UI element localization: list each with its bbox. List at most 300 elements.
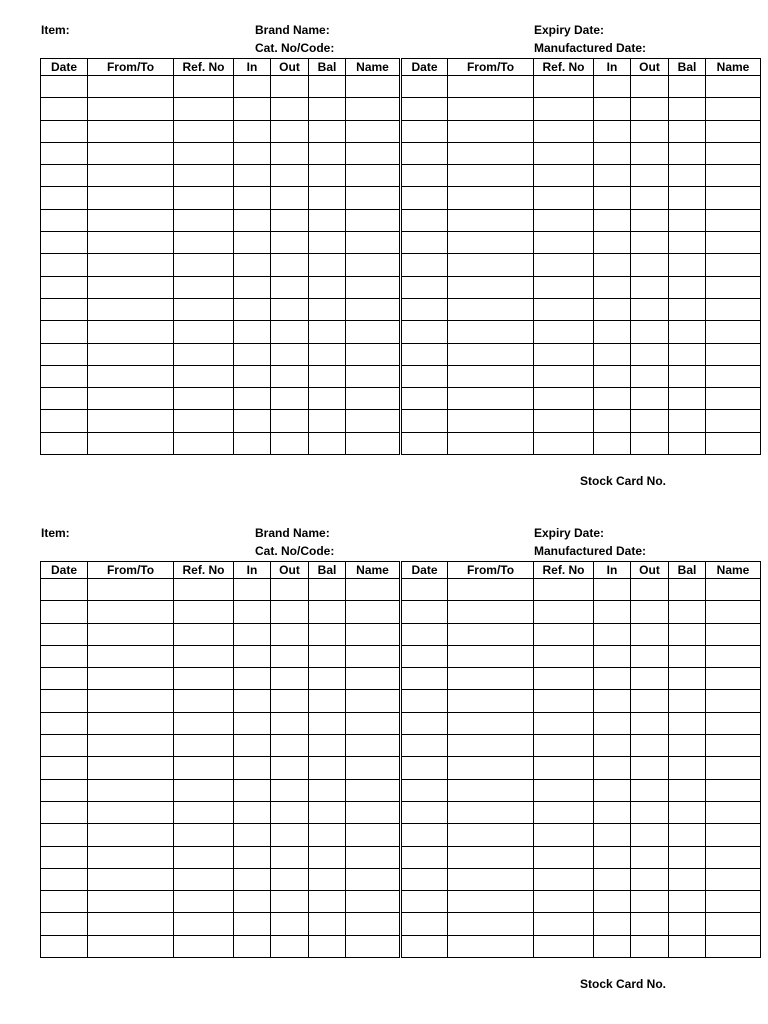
table-cell[interactable] [174, 142, 234, 164]
table-cell[interactable] [594, 187, 631, 209]
table-cell[interactable] [534, 779, 594, 801]
table-cell[interactable] [309, 321, 346, 343]
table-cell[interactable] [88, 254, 174, 276]
table-cell[interactable] [401, 645, 448, 667]
table-cell[interactable] [346, 690, 401, 712]
table-cell[interactable] [706, 142, 761, 164]
table-cell[interactable] [346, 846, 401, 868]
table-cell[interactable] [234, 254, 271, 276]
table-cell[interactable] [448, 298, 534, 320]
table-cell[interactable] [401, 601, 448, 623]
table-cell[interactable] [41, 935, 88, 957]
table-cell[interactable] [534, 165, 594, 187]
table-cell[interactable] [41, 779, 88, 801]
table-cell[interactable] [174, 846, 234, 868]
table-cell[interactable] [309, 76, 346, 98]
table-cell[interactable] [41, 165, 88, 187]
table-cell[interactable] [534, 891, 594, 913]
table-cell[interactable] [706, 623, 761, 645]
table-cell[interactable] [41, 735, 88, 757]
table-cell[interactable] [631, 298, 669, 320]
table-cell[interactable] [534, 668, 594, 690]
table-cell[interactable] [669, 120, 706, 142]
table-cell[interactable] [174, 712, 234, 734]
table-cell[interactable] [706, 668, 761, 690]
table-cell[interactable] [669, 98, 706, 120]
table-cell[interactable] [669, 779, 706, 801]
table-cell[interactable] [401, 668, 448, 690]
table-cell[interactable] [448, 209, 534, 231]
table-cell[interactable] [234, 935, 271, 957]
table-cell[interactable] [534, 601, 594, 623]
table-cell[interactable] [88, 757, 174, 779]
table-cell[interactable] [174, 824, 234, 846]
table-cell[interactable] [631, 668, 669, 690]
table-cell[interactable] [448, 410, 534, 432]
table-cell[interactable] [594, 757, 631, 779]
table-cell[interactable] [346, 601, 401, 623]
table-cell[interactable] [706, 98, 761, 120]
table-cell[interactable] [88, 846, 174, 868]
table-cell[interactable] [88, 735, 174, 757]
table-cell[interactable] [631, 142, 669, 164]
table-cell[interactable] [174, 232, 234, 254]
table-cell[interactable] [706, 388, 761, 410]
table-cell[interactable] [706, 209, 761, 231]
table-cell[interactable] [706, 165, 761, 187]
table-cell[interactable] [594, 321, 631, 343]
table-cell[interactable] [534, 432, 594, 454]
table-cell[interactable] [401, 935, 448, 957]
table-cell[interactable] [534, 690, 594, 712]
table-cell[interactable] [174, 779, 234, 801]
table-cell[interactable] [41, 321, 88, 343]
table-cell[interactable] [234, 757, 271, 779]
table-cell[interactable] [41, 690, 88, 712]
table-cell[interactable] [174, 254, 234, 276]
table-cell[interactable] [309, 165, 346, 187]
table-cell[interactable] [346, 410, 401, 432]
table-cell[interactable] [346, 321, 401, 343]
table-cell[interactable] [234, 187, 271, 209]
table-cell[interactable] [41, 757, 88, 779]
table-cell[interactable] [448, 891, 534, 913]
table-cell[interactable] [309, 623, 346, 645]
table-cell[interactable] [309, 645, 346, 667]
table-cell[interactable] [706, 365, 761, 387]
table-cell[interactable] [594, 432, 631, 454]
table-cell[interactable] [174, 668, 234, 690]
table-cell[interactable] [448, 76, 534, 98]
table-cell[interactable] [41, 623, 88, 645]
table-cell[interactable] [448, 142, 534, 164]
table-cell[interactable] [174, 579, 234, 601]
table-cell[interactable] [534, 187, 594, 209]
table-cell[interactable] [594, 120, 631, 142]
table-cell[interactable] [309, 601, 346, 623]
table-cell[interactable] [706, 187, 761, 209]
table-cell[interactable] [669, 579, 706, 601]
table-cell[interactable] [448, 187, 534, 209]
table-cell[interactable] [271, 209, 309, 231]
table-cell[interactable] [234, 209, 271, 231]
table-cell[interactable] [669, 142, 706, 164]
table-cell[interactable] [631, 410, 669, 432]
table-cell[interactable] [706, 868, 761, 890]
table-cell[interactable] [706, 712, 761, 734]
table-cell[interactable] [234, 913, 271, 935]
table-cell[interactable] [271, 432, 309, 454]
table-cell[interactable] [631, 779, 669, 801]
table-cell[interactable] [401, 165, 448, 187]
table-cell[interactable] [41, 120, 88, 142]
table-cell[interactable] [631, 712, 669, 734]
table-cell[interactable] [594, 165, 631, 187]
table-cell[interactable] [41, 209, 88, 231]
table-cell[interactable] [448, 321, 534, 343]
table-cell[interactable] [669, 410, 706, 432]
table-cell[interactable] [41, 868, 88, 890]
table-cell[interactable] [41, 579, 88, 601]
table-cell[interactable] [401, 623, 448, 645]
table-cell[interactable] [631, 913, 669, 935]
table-cell[interactable] [346, 668, 401, 690]
table-cell[interactable] [88, 343, 174, 365]
table-cell[interactable] [309, 98, 346, 120]
table-cell[interactable] [631, 601, 669, 623]
table-cell[interactable] [706, 846, 761, 868]
table-cell[interactable] [88, 276, 174, 298]
table-cell[interactable] [401, 232, 448, 254]
table-cell[interactable] [594, 779, 631, 801]
table-cell[interactable] [401, 76, 448, 98]
table-cell[interactable] [234, 645, 271, 667]
table-cell[interactable] [594, 276, 631, 298]
table-cell[interactable] [174, 165, 234, 187]
table-cell[interactable] [706, 757, 761, 779]
table-cell[interactable] [88, 321, 174, 343]
table-cell[interactable] [271, 276, 309, 298]
table-cell[interactable] [534, 757, 594, 779]
table-cell[interactable] [631, 165, 669, 187]
table-cell[interactable] [174, 868, 234, 890]
table-cell[interactable] [534, 935, 594, 957]
table-cell[interactable] [41, 824, 88, 846]
table-cell[interactable] [88, 935, 174, 957]
table-cell[interactable] [41, 846, 88, 868]
table-cell[interactable] [401, 343, 448, 365]
table-cell[interactable] [669, 432, 706, 454]
table-cell[interactable] [271, 365, 309, 387]
table-cell[interactable] [234, 779, 271, 801]
table-cell[interactable] [669, 601, 706, 623]
table-cell[interactable] [594, 846, 631, 868]
table-cell[interactable] [41, 343, 88, 365]
table-cell[interactable] [594, 232, 631, 254]
table-cell[interactable] [631, 209, 669, 231]
table-cell[interactable] [631, 846, 669, 868]
table-cell[interactable] [448, 98, 534, 120]
table-cell[interactable] [669, 165, 706, 187]
table-cell[interactable] [309, 668, 346, 690]
table-cell[interactable] [401, 846, 448, 868]
table-cell[interactable] [631, 801, 669, 823]
table-cell[interactable] [706, 410, 761, 432]
table-cell[interactable] [88, 142, 174, 164]
table-cell[interactable] [41, 712, 88, 734]
table-cell[interactable] [174, 757, 234, 779]
table-cell[interactable] [271, 410, 309, 432]
table-cell[interactable] [448, 276, 534, 298]
table-cell[interactable] [594, 76, 631, 98]
table-cell[interactable] [631, 891, 669, 913]
table-cell[interactable] [346, 913, 401, 935]
table-cell[interactable] [669, 254, 706, 276]
table-cell[interactable] [594, 601, 631, 623]
table-cell[interactable] [41, 365, 88, 387]
table-cell[interactable] [88, 824, 174, 846]
table-cell[interactable] [174, 432, 234, 454]
table-cell[interactable] [88, 891, 174, 913]
table-cell[interactable] [401, 913, 448, 935]
table-cell[interactable] [271, 645, 309, 667]
table-cell[interactable] [271, 779, 309, 801]
table-cell[interactable] [41, 254, 88, 276]
table-cell[interactable] [234, 623, 271, 645]
table-cell[interactable] [88, 298, 174, 320]
table-cell[interactable] [88, 801, 174, 823]
table-cell[interactable] [41, 76, 88, 98]
table-cell[interactable] [631, 276, 669, 298]
table-cell[interactable] [309, 142, 346, 164]
table-cell[interactable] [401, 779, 448, 801]
table-cell[interactable] [706, 824, 761, 846]
table-cell[interactable] [534, 410, 594, 432]
table-cell[interactable] [88, 165, 174, 187]
table-cell[interactable] [534, 579, 594, 601]
table-cell[interactable] [309, 868, 346, 890]
table-cell[interactable] [706, 76, 761, 98]
table-cell[interactable] [448, 254, 534, 276]
table-cell[interactable] [88, 579, 174, 601]
table-cell[interactable] [271, 601, 309, 623]
table-cell[interactable] [234, 891, 271, 913]
table-cell[interactable] [174, 276, 234, 298]
table-cell[interactable] [88, 187, 174, 209]
table-cell[interactable] [271, 690, 309, 712]
table-cell[interactable] [271, 735, 309, 757]
table-cell[interactable] [631, 579, 669, 601]
table-cell[interactable] [669, 298, 706, 320]
table-cell[interactable] [706, 232, 761, 254]
table-cell[interactable] [401, 891, 448, 913]
table-cell[interactable] [41, 601, 88, 623]
table-cell[interactable] [401, 757, 448, 779]
table-cell[interactable] [309, 779, 346, 801]
table-cell[interactable] [41, 187, 88, 209]
table-cell[interactable] [88, 913, 174, 935]
table-cell[interactable] [309, 891, 346, 913]
table-cell[interactable] [234, 165, 271, 187]
table-cell[interactable] [234, 846, 271, 868]
table-cell[interactable] [271, 388, 309, 410]
table-cell[interactable] [309, 254, 346, 276]
table-cell[interactable] [309, 365, 346, 387]
table-cell[interactable] [234, 712, 271, 734]
table-cell[interactable] [631, 645, 669, 667]
table-cell[interactable] [631, 365, 669, 387]
table-cell[interactable] [271, 98, 309, 120]
table-cell[interactable] [271, 668, 309, 690]
table-cell[interactable] [234, 76, 271, 98]
table-cell[interactable] [401, 254, 448, 276]
table-cell[interactable] [631, 623, 669, 645]
table-cell[interactable] [594, 623, 631, 645]
table-cell[interactable] [346, 779, 401, 801]
table-cell[interactable] [448, 601, 534, 623]
table-cell[interactable] [534, 846, 594, 868]
table-cell[interactable] [234, 321, 271, 343]
table-cell[interactable] [534, 735, 594, 757]
table-cell[interactable] [346, 298, 401, 320]
table-cell[interactable] [706, 913, 761, 935]
table-cell[interactable] [346, 76, 401, 98]
table-cell[interactable] [309, 209, 346, 231]
table-cell[interactable] [88, 623, 174, 645]
table-cell[interactable] [234, 343, 271, 365]
table-cell[interactable] [401, 187, 448, 209]
table-cell[interactable] [401, 410, 448, 432]
table-cell[interactable] [706, 432, 761, 454]
table-cell[interactable] [346, 891, 401, 913]
table-cell[interactable] [706, 801, 761, 823]
table-cell[interactable] [309, 935, 346, 957]
table-cell[interactable] [401, 365, 448, 387]
table-cell[interactable] [448, 913, 534, 935]
table-cell[interactable] [174, 365, 234, 387]
table-cell[interactable] [448, 579, 534, 601]
table-cell[interactable] [631, 343, 669, 365]
table-cell[interactable] [174, 76, 234, 98]
table-cell[interactable] [271, 891, 309, 913]
table-cell[interactable] [174, 410, 234, 432]
table-cell[interactable] [88, 601, 174, 623]
table-cell[interactable] [346, 343, 401, 365]
table-cell[interactable] [631, 824, 669, 846]
table-cell[interactable] [174, 801, 234, 823]
table-cell[interactable] [271, 935, 309, 957]
table-cell[interactable] [234, 120, 271, 142]
table-cell[interactable] [271, 824, 309, 846]
table-cell[interactable] [594, 298, 631, 320]
table-cell[interactable] [41, 891, 88, 913]
table-cell[interactable] [669, 846, 706, 868]
table-cell[interactable] [594, 891, 631, 913]
table-cell[interactable] [594, 868, 631, 890]
table-cell[interactable] [534, 98, 594, 120]
table-cell[interactable] [631, 187, 669, 209]
table-cell[interactable] [309, 232, 346, 254]
table-cell[interactable] [448, 120, 534, 142]
table-cell[interactable] [88, 388, 174, 410]
table-cell[interactable] [594, 913, 631, 935]
table-cell[interactable] [669, 712, 706, 734]
table-cell[interactable] [631, 76, 669, 98]
table-cell[interactable] [594, 410, 631, 432]
table-cell[interactable] [594, 801, 631, 823]
table-cell[interactable] [401, 321, 448, 343]
table-cell[interactable] [309, 276, 346, 298]
table-cell[interactable] [594, 668, 631, 690]
table-cell[interactable] [669, 913, 706, 935]
table-cell[interactable] [271, 579, 309, 601]
table-cell[interactable] [401, 120, 448, 142]
table-cell[interactable] [594, 98, 631, 120]
table-cell[interactable] [401, 690, 448, 712]
table-cell[interactable] [448, 432, 534, 454]
table-cell[interactable] [88, 779, 174, 801]
table-cell[interactable] [401, 388, 448, 410]
table-cell[interactable] [174, 298, 234, 320]
table-cell[interactable] [631, 120, 669, 142]
table-cell[interactable] [234, 98, 271, 120]
table-cell[interactable] [594, 579, 631, 601]
table-cell[interactable] [88, 209, 174, 231]
table-cell[interactable] [448, 365, 534, 387]
table-cell[interactable] [346, 187, 401, 209]
table-cell[interactable] [309, 579, 346, 601]
table-cell[interactable] [401, 209, 448, 231]
table-cell[interactable] [631, 935, 669, 957]
table-cell[interactable] [401, 801, 448, 823]
table-cell[interactable] [534, 209, 594, 231]
table-cell[interactable] [631, 432, 669, 454]
table-cell[interactable] [309, 757, 346, 779]
table-cell[interactable] [346, 388, 401, 410]
table-cell[interactable] [534, 868, 594, 890]
table-cell[interactable] [309, 690, 346, 712]
table-cell[interactable] [669, 76, 706, 98]
table-cell[interactable] [309, 712, 346, 734]
table-cell[interactable] [41, 913, 88, 935]
table-cell[interactable] [534, 801, 594, 823]
table-cell[interactable] [534, 824, 594, 846]
table-cell[interactable] [669, 824, 706, 846]
table-cell[interactable] [174, 891, 234, 913]
table-cell[interactable] [534, 913, 594, 935]
table-cell[interactable] [88, 98, 174, 120]
table-cell[interactable] [594, 690, 631, 712]
table-cell[interactable] [534, 343, 594, 365]
table-cell[interactable] [174, 645, 234, 667]
table-cell[interactable] [271, 846, 309, 868]
table-cell[interactable] [234, 735, 271, 757]
table-cell[interactable] [174, 98, 234, 120]
table-cell[interactable] [41, 668, 88, 690]
table-cell[interactable] [309, 298, 346, 320]
table-cell[interactable] [271, 165, 309, 187]
table-cell[interactable] [706, 254, 761, 276]
table-cell[interactable] [594, 712, 631, 734]
table-cell[interactable] [669, 365, 706, 387]
table-cell[interactable] [669, 276, 706, 298]
table-cell[interactable] [174, 120, 234, 142]
table-cell[interactable] [174, 623, 234, 645]
table-cell[interactable] [631, 388, 669, 410]
table-cell[interactable] [706, 779, 761, 801]
table-cell[interactable] [271, 623, 309, 645]
table-cell[interactable] [631, 735, 669, 757]
